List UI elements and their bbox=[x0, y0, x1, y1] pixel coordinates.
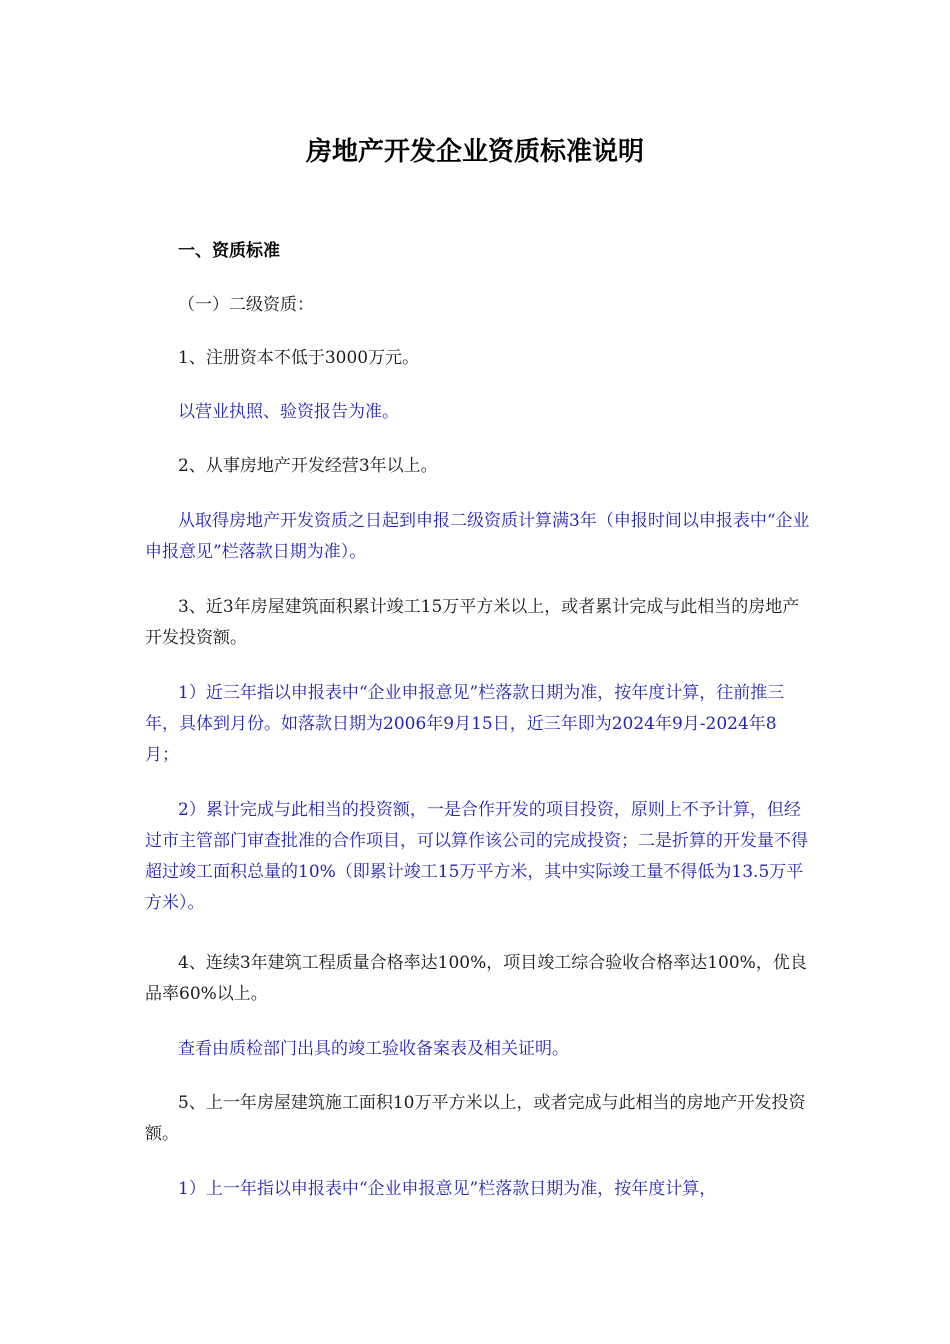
paragraph-note-5a: 1）上一年指以申报表中“企业申报意见”栏落款日期为准，按年度计算， bbox=[178, 1179, 717, 1199]
paragraph-note-3a: 1）近三年指以申报表中“企业申报意见”栏落款日期为准，按年度计算，往前推三年，具体到月份。如落款日期为2006年9月15日，近三年即为2024年9月-2024年8月； bbox=[145, 683, 785, 765]
section-heading: 一、资质标准 bbox=[178, 241, 280, 261]
paragraph-note-1: 以营业执照、验资报告为准。 bbox=[178, 402, 399, 422]
document-title: 房地产开发企业资质标准说明 bbox=[305, 137, 644, 167]
paragraph-item-4: 4、连续3年建筑工程质量合格率达100%，项目竣工综合验收合格率达100%，优良品率60%以上。 bbox=[145, 953, 807, 1004]
paragraph-item-2: 2、从事房地产开发经营3年以上。 bbox=[178, 456, 438, 476]
paragraph-item-3: 3、近3年房屋建筑面积累计竣工15万平方米以上，或者累计完成与此相当的房地产开发投资额。 bbox=[145, 597, 800, 648]
paragraph-note-2: 从取得房地产开发资质之日起到申报二级资质计算满3年（申报时间以申报表中“企业申报意见”栏落款日期为准）。 bbox=[145, 511, 810, 562]
paragraph-note-4: 查看由质检部门出具的竣工验收备案表及相关证明。 bbox=[178, 1039, 569, 1059]
paragraph-note-3b: 2）累计完成与此相当的投资额，一是合作开发的项目投资，原则上不予计算，但经过市主管部门审查批准的合作项目，可以算作该公司的完成投资；二是折算的开发量不得超过竣工面积总量的10%（即累计竣工15万平方米，其中实际竣工量不得低为13.5万平方米）。 bbox=[145, 800, 808, 913]
paragraph-item-1: 1、注册资本不低于3000万元。 bbox=[178, 348, 420, 368]
paragraph-grade-two: （一）二级资质： bbox=[178, 295, 314, 315]
paragraph-item-5: 5、上一年房屋建筑施工面积10万平方米以上，或者完成与此相当的房地产开发投资额。 bbox=[145, 1093, 806, 1144]
